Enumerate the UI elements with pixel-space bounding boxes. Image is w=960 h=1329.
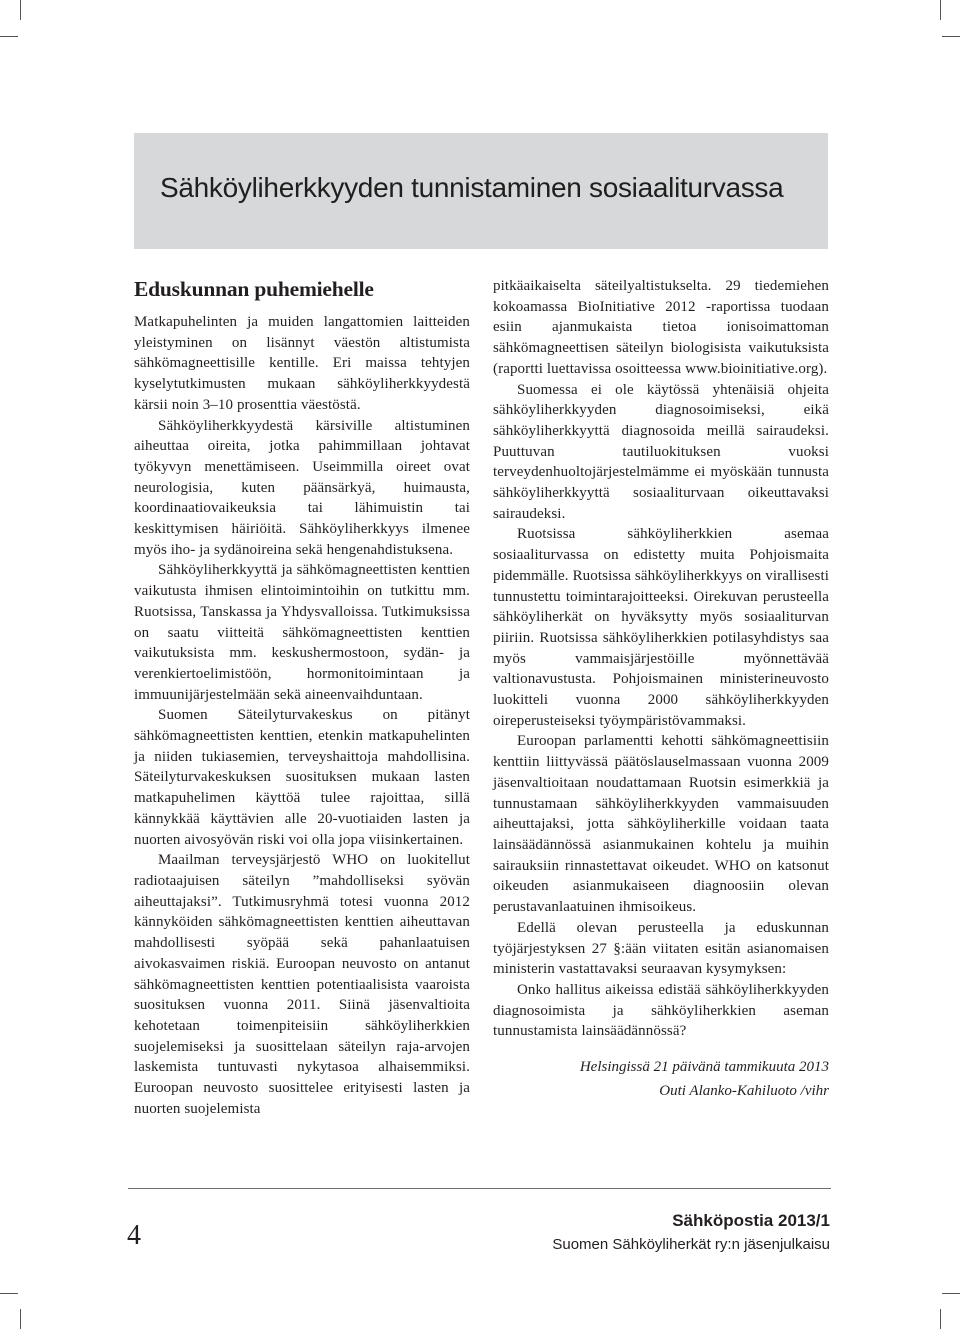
paragraph: Edellä olevan perusteella ja eduskunnan työjärjestyksen 27 §:ään viitaten esitän asianomaisen ministerin vastattavaksi seuraavan kysymyksen: (493, 919, 829, 978)
paragraph: Euroopan parlamentti kehotti sähkömagneettisiin kenttiin liittyvässä päätöslauselmassaan vuonna 2009 jäsenvaltioitaan noudattamaan Ruotsin esimerkkiä ja tunnustamaan sähköyliherkkyyden vammaisuuden aiheuttajaksi, jotta sähköyliherkille voidaan taata lainsäädännössä asianmukainen kohtelu ja muihin sairauksiin rinnastettavat oikeudet. WHO on katsonut oikeuden asianmukaiseen diagnoosiin olevan perustavanlaatuinen ihmisoikeus. (493, 733, 829, 916)
crop-mark (942, 36, 960, 37)
right-column (493, 276, 829, 1103)
paragraph: Sähköyliherkkyyttä ja sähkömagneettisten kenttien vaikutusta ihmisen elintoimintoihin on tutkittu mm. Ruotsissa, Tanskassa ja Yhdysvalloissa. Tutkimuksissa on saatu viitteitä sähkömagneettisten kenttien vaikutuksista mm. keskushermostoon, sydän- ja verenkiertoelimistöön, hormonitoimintaan ja immuunijärjestelmään sekä aineenvaihduntaan. (134, 562, 470, 703)
left-body (134, 312, 470, 1119)
paragraph: pitkäaikaiselta säteilyaltistukselta. 29 tiedemiehen kokoamassa BioInitiative 2012 -raportissa tuodaan esiin ajanmukaista tietoa ionisoimattoman sähkömagneettisen säteilyn biologisista vaikutuksista (raportti luettavissa osoitteessa www.bioinitiative.org). (493, 278, 829, 377)
paragraph: Maailman terveysjärjestö WHO on luokitellut radiotaajuisen säteilyn ”mahdolliseksi syövän aiheuttajaksi”. Tutkimusryhmä totesi vuonna 2012 kännyköiden sähkömagneettisten kenttien aiheuttavan mahdollisesti syöpää sekä pahanlaatuisen aivokasvaimen riskiä. Euroopan neuvosto on antanut sähkömagneettisten kenttien potentiaalisista vaaroista suosituksen vuonna 2011. Siinä jäsenvaltioita kehotetaan toimenpiteisiin sähköyliherkkien suojelemiseksi ja suosittelaan säteilyn raja-arvojen laskemista tuntuvasti nykytasoa alhaisemmiksi. Euroopan neuvosto suosittelee erityisesti lasten ja nuorten suojelemista (134, 852, 470, 1117)
footer-rule (128, 1188, 831, 1189)
right-body (493, 276, 829, 1042)
crop-mark (20, 0, 21, 20)
crop-mark (940, 0, 941, 20)
page-number: 4 (127, 1220, 141, 1251)
footer (552, 1208, 830, 1256)
question-paragraph: Onko hallitus aikeissa edistää sähköyliherkkyyden diagnosoimista ja sähköyliherkkien aseman tunnustamista lainsäädännössä? (493, 981, 829, 1040)
crop-mark (0, 1293, 18, 1294)
paragraph: Suomen Säteilyturvakeskus on pitänyt sähkömagneettisten kenttien, etenkin matkapuhelinten ja niiden tukiasemien, terveyshaittoja mahdollisina. Säteilyturvakeskuksen suosituksen mukaan lasten matkapuhelimen käyttöä tulee rajoittaa, sillä kännykkää käyttävien alle 20-vuotiaiden lasten ja nuorten aivosyövän riski voi olla jopa viisinkertainen. (134, 707, 470, 848)
publisher-label: Suomen Sähköyliherkät ry:n jäsenjulkaisu (552, 1236, 830, 1253)
signature-block (493, 1055, 829, 1103)
crop-mark (0, 36, 18, 37)
title-band (134, 133, 828, 249)
crop-mark (20, 1309, 21, 1329)
crop-mark (942, 1293, 960, 1294)
article-title: Sähköyliherkkyyden tunnistaminen sosiaaliturvassa (160, 172, 784, 203)
place-date: Helsingissä 21 päivänä tammikuuta 2013 (579, 1059, 829, 1076)
paragraph: Ruotsissa sähköyliherkkien asemaa sosiaaliturvassa on edistetty muita Pohjoismaita pidemmälle. Ruotsissa sähköyliherkkyys on virallisesti tunnustettu toimintarajoitteeksi. Oirekuvan perusteella sähköyliherkät on hyväksytty myös sosiaaliturvan piiriin. Ruotsissa sähköyliherkkien potilasyhdistys saa myös vammaisjärjestöille myönnettävää valtionavustusta. Pohjoismainen ministerineuvosto luokitteli vuonna 2000 sähköyliherkkyyden oireperusteiseksi työympäristövammaksi. (493, 526, 829, 729)
issue-label: Sähköpostia 2013/1 (672, 1211, 830, 1230)
paragraph: Suomessa ei ole käytössä yhtenäisiä ohjeita sähköyliherkkyyden diagnosoimiseksi, eikä sähköyliherkkyyttä diagnosoida meillä sairaudeksi. Puuttuvan tautiluokituksen vuoksi terveydenhuoltojärjestelmämme ei myöskään tunnusta sähköyliherkkyyttä sosiaaliturvaan oikeuttavaksi sairaudeksi. (493, 381, 829, 522)
signature: Outi Alanko-Kahiluoto /vihr (659, 1083, 829, 1100)
left-column (134, 276, 470, 1119)
crop-mark (940, 1309, 941, 1329)
paragraph: Sähköyliherkkyydestä kärsiville altistuminen aiheuttaa oireita, jotka pahimmillaan johtavat työkyvyn menettämiseen. Useimmilla oireet ovat neurologisia, kuten päänsärkyä, huimausta, koordinaatiovaikeuksia tai lähimuistin tai keskittymisen häiriöitä. Sähköyliherkkyys ilmenee myös iho- ja sydänoireina sekä hengenahdistuksena. (134, 417, 470, 558)
paragraph: Matkapuhelinten ja muiden langattomien laitteiden yleistyminen on lisännyt väestön altistumista sähkömagneettisille kentille. Eri maissa tehtyjen kyselytutkimusten mukaan sähköyliherkkyydestä kärsii noin 3–10 prosenttia väestöstä. (134, 314, 470, 413)
addressee-heading: Eduskunnan puhemiehelle (134, 277, 374, 301)
